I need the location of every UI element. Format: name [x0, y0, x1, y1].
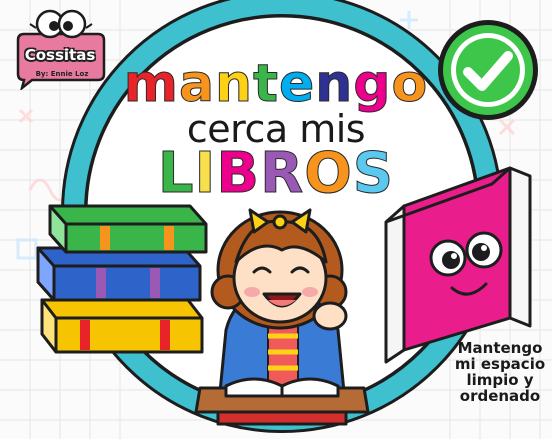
- mantengo-letter-6: g: [353, 54, 392, 114]
- caption-line-4: ordenado: [459, 387, 541, 405]
- libros-letter-5: S: [352, 141, 395, 206]
- caption-line-2: mi espacio: [454, 355, 546, 373]
- mantengo-letter-2: n: [215, 54, 254, 114]
- caption-line-1: Mantengo: [457, 339, 543, 357]
- mantengo-letter-4: e: [278, 54, 316, 114]
- mantengo-letter-3: t: [253, 54, 279, 114]
- libros-letter-3: R: [260, 141, 305, 206]
- libros-letter-2: B: [216, 141, 261, 206]
- mantengo-letter-0: m: [123, 54, 179, 114]
- libros-letter-4: O: [304, 141, 353, 206]
- book-stack: [38, 206, 206, 352]
- title-line-libros: [0, 141, 552, 206]
- mantengo-letter-7: o: [391, 54, 429, 114]
- mantengo-letter-1: a: [178, 54, 216, 114]
- logo-name: Cossitas: [24, 46, 96, 64]
- logo-byline: By: Ennie Loz: [35, 70, 89, 78]
- mantengo-letter-5: n: [315, 54, 354, 114]
- title-line-cerca-mis: cerca mis: [186, 107, 366, 151]
- caption: [448, 340, 552, 404]
- libros-letter-1: I: [194, 141, 217, 206]
- caption-line-3: limpio y: [466, 371, 534, 389]
- libros-letter-0: L: [157, 141, 195, 206]
